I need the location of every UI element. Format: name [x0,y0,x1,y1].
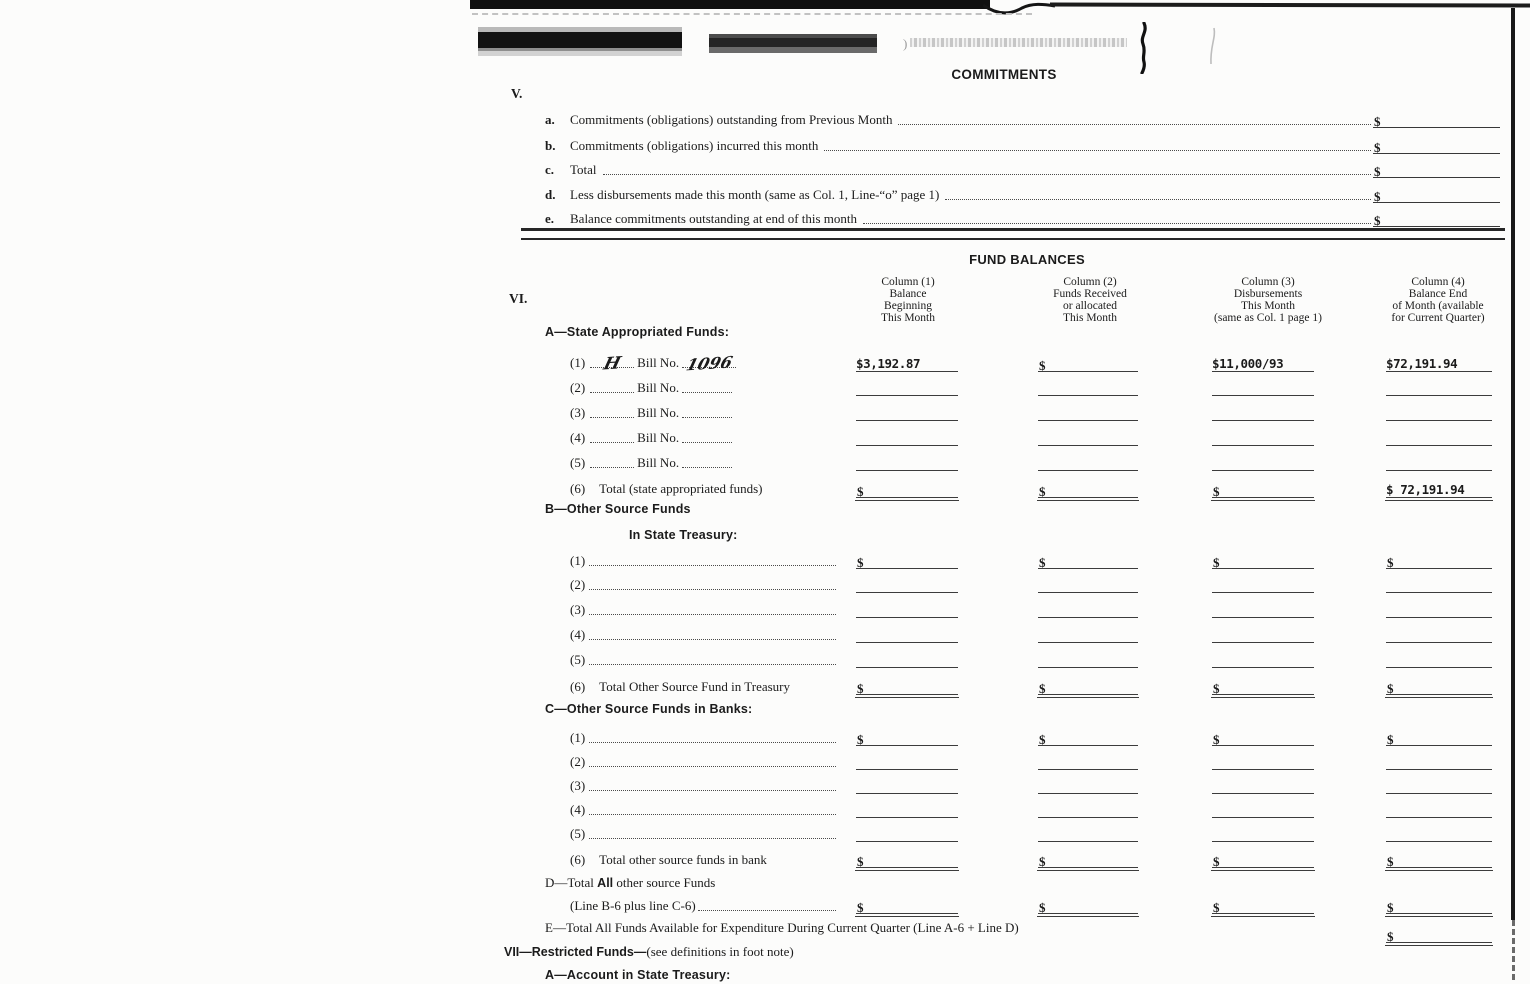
page-edge-line [1511,8,1515,920]
section-b-heading: B—Other Source Funds [545,502,691,516]
redaction-bar-1 [478,27,682,56]
commitment-row-d [545,186,1500,203]
amount-field [1212,355,1314,372]
bill-prefix-blank [590,377,634,393]
fund-balances-title: FUND BALANCES [969,252,1085,267]
col3-line4: (same as Col. 1 page 1) [1214,312,1322,324]
scan-smudge-text [903,36,1127,50]
bill-prefix-blank [590,352,634,375]
col3-line3: This Month [1241,300,1295,312]
amount-blank [1386,825,1492,842]
total-amount-field [856,678,958,695]
total-amount-field [1038,678,1138,695]
amount-blank [1038,454,1138,471]
amount-blank [856,753,958,770]
amount-blank [1386,601,1492,618]
scan-top-bar [470,0,990,9]
fund-row-b5 [570,651,838,668]
amount-blank [1212,777,1314,794]
fill-in-line [589,565,836,566]
fill-in-line [589,664,836,665]
amount-blank [1038,753,1138,770]
row-number: (5) [570,455,586,470]
row-number: (2) [570,380,586,395]
section-e-text: E—Total All Funds Available for Expenditure During Current Quarter (Line A-6 + Line D) [545,920,1019,935]
total-amount-field [1386,481,1492,498]
ink-mark [1134,22,1156,74]
col1-line2: Balance [889,288,927,300]
dollar-sign: $ [1213,854,1220,869]
dollar-sign: $ [1387,681,1394,696]
amount-blank [1038,651,1138,668]
item-letter: e. [545,211,555,226]
total-amount-field [1212,897,1314,914]
column-header-2 [1018,276,1162,324]
section-d-subline-row [570,897,838,914]
total-label: Total Other Source Fund in Treasury [599,679,790,694]
amount-field [1386,729,1492,746]
amount-blank [856,801,958,818]
dollar-sign: $ [1213,900,1220,915]
dollar-sign: $ [1039,854,1046,869]
fund-row-c2 [570,753,838,770]
typed-amount: $3,192.87 [856,356,921,371]
bill-number-blank [682,452,732,468]
total-row-b6 [570,678,790,695]
amount-field [1373,166,1500,178]
fund-row-c1 [570,729,838,746]
amount-blank [1212,454,1314,471]
total-amount-field [1386,926,1492,943]
bill-prefix-blank [590,452,634,468]
dotted-leader [898,124,1371,125]
item-text: Commitments (obligations) outstanding from Previous Month [570,112,893,127]
commitment-row-e [545,210,1500,227]
dollar-sign: $ [1039,900,1046,915]
fund-row-b4 [570,626,838,643]
amount-blank [856,429,958,446]
total-amount-field [856,851,958,868]
dotted-leader [945,199,1371,200]
bill-row-1 [570,352,739,375]
col3-line1: Column (3) [1241,276,1295,288]
section-divider-rule [521,228,1505,240]
amount-blank [1386,429,1492,446]
amount-blank [856,777,958,794]
item-letter: c. [545,162,555,177]
total-row-c6 [570,851,767,868]
col2-line4: This Month [1063,312,1117,324]
row-number: (2) [570,577,586,592]
row-number: (3) [570,602,586,617]
amount-blank [856,825,958,842]
section-vii-a-subheading: A—Account in State Treasury: [545,968,731,982]
dollar-sign: $ [1039,555,1046,570]
amount-blank [1038,825,1138,842]
dotted-leader [863,223,1371,224]
typed-amount: $ 72,191.94 [1386,482,1465,497]
total-amount-field [1386,851,1492,868]
dollar-sign: $ [1387,555,1394,570]
dollar-sign: $ [1039,358,1046,373]
bill-prefix-blank [590,402,634,418]
dollar-sign: $ [1387,929,1394,944]
amount-blank [1212,576,1314,593]
row-number: (6) [570,481,586,496]
dollar-sign: $ [1213,681,1220,696]
col4-line3: of Month (available [1392,300,1484,312]
amount-field [856,729,958,746]
fill-in-line [589,838,836,839]
total-amount-field [1386,678,1492,695]
amount-field [1038,552,1138,569]
amount-blank [856,651,958,668]
bill-row-3 [570,404,735,421]
row-number: (3) [570,778,586,793]
scan-top-fuzz [472,13,1032,15]
col1-line1: Column (1) [881,276,935,288]
section-vi-label: VI. [509,291,528,306]
total-amount-field [856,897,958,914]
amount-field [1386,552,1492,569]
amount-blank [1212,601,1314,618]
row-number: (6) [570,852,586,867]
dollar-sign: $ [1387,854,1394,869]
amount-field [1212,552,1314,569]
amount-blank [1212,379,1314,396]
handwritten-bill-prefix: H [601,353,623,375]
bill-prefix-blank [590,427,634,443]
col2-line3: or allocated [1063,300,1117,312]
vii-heading-bold: VII—Restricted Funds— [504,945,647,959]
dollar-sign: $ [1039,484,1046,499]
fill-in-line [589,790,836,791]
amount-blank [1386,651,1492,668]
column-header-3 [1183,276,1353,324]
bill-label: Bill No. [637,380,680,395]
amount-blank [1212,429,1314,446]
amount-blank [1212,801,1314,818]
commitment-row-b [545,137,1500,154]
smudge-streak [910,38,1127,47]
dollar-sign: $ [857,681,864,696]
amount-blank [1038,404,1138,421]
amount-field [1038,355,1138,372]
amount-blank [856,626,958,643]
amount-blank [1212,825,1314,842]
row-number: (5) [570,826,586,841]
col3-line2: Disbursements [1233,288,1303,300]
row-number: (1) [570,553,586,568]
scan-top-line [1050,2,1530,7]
bill-number-blank [682,352,736,375]
amount-field [856,355,958,372]
amount-blank [1212,404,1314,421]
page-edge-line-dashed [1512,920,1515,980]
commitment-row-a [545,111,1500,128]
fund-row-c3 [570,777,838,794]
dollar-sign: $ [1374,164,1381,179]
amount-blank [1386,777,1492,794]
bill-row-5 [570,454,735,471]
col4-line2: Balance End [1408,288,1468,300]
commitments-title: COMMITMENTS [951,67,1057,82]
row-number: (2) [570,754,586,769]
column-header-1 [846,276,970,324]
dollar-sign: $ [1213,484,1220,499]
item-text: Commitments (obligations) incurred this month [570,138,819,153]
row-number: (6) [570,679,586,694]
row-number: (4) [570,430,586,445]
amount-field [1373,116,1500,128]
col4-line1: Column (4) [1411,276,1465,288]
amount-blank [1386,379,1492,396]
dollar-sign: $ [1387,732,1394,747]
total-amount-field [1212,851,1314,868]
amount-blank [1038,429,1138,446]
d-subline: (Line B-6 plus line C-6) [570,898,696,913]
typed-amount: $72,191.94 [1386,356,1458,371]
redaction-bar-2 [709,34,877,53]
col4-line4: for Current Quarter) [1391,312,1485,324]
amount-field [1373,142,1500,154]
bill-row-4 [570,429,735,446]
total-amount-field [1212,678,1314,695]
total-amount-field [1386,897,1492,914]
amount-blank [856,379,958,396]
fund-row-b2 [570,576,838,593]
amount-field [1038,729,1138,746]
amount-blank [1386,576,1492,593]
dollar-sign: $ [1213,732,1220,747]
dollar-sign: $ [1374,140,1381,155]
dollar-sign: $ [1039,732,1046,747]
total-amount-field [856,481,958,498]
commitment-row-c [545,161,1500,178]
d-heading-suffix: other source Funds [613,875,716,890]
bill-number-blank [682,402,732,418]
total-amount-field [1038,897,1138,914]
amount-blank [1212,651,1314,668]
item-text: Balance commitments outstanding at end of this month [570,211,858,226]
fund-row-c4 [570,801,838,818]
fill-in-line [589,766,836,767]
row-number: (5) [570,652,586,667]
amount-blank [1038,576,1138,593]
bill-label: Bill No. [637,355,680,370]
row-number: (4) [570,627,586,642]
fill-in-line [589,589,836,590]
item-letter: a. [545,112,555,127]
total-amount-field [1212,481,1314,498]
fill-in-line [589,814,836,815]
amount-field [1373,215,1500,227]
typed-amount: $11,000/93 [1212,356,1284,371]
dollar-sign: $ [1374,114,1381,129]
amount-blank [1212,626,1314,643]
section-v-label: V. [511,86,523,101]
total-amount-field [1038,851,1138,868]
total-amount-field [1038,481,1138,498]
dollar-sign: $ [1387,900,1394,915]
row-number: (4) [570,802,586,817]
total-label: Total (state appropriated funds) [599,481,763,496]
total-row-a6 [570,480,763,497]
bill-number-blank [682,377,732,393]
dollar-sign: $ [857,555,864,570]
amount-field [856,552,958,569]
item-letter: b. [545,138,556,153]
dotted-leader [698,910,836,911]
fund-row-b1 [570,552,838,569]
fund-row-c5 [570,825,838,842]
amount-blank [1386,753,1492,770]
item-letter: d. [545,187,556,202]
amount-blank [1386,801,1492,818]
amount-blank [1038,777,1138,794]
dollar-sign: $ [857,854,864,869]
amount-blank [856,404,958,421]
dollar-sign: $ [857,484,864,499]
amount-blank [1038,801,1138,818]
vii-heading-note: (see definitions in foot note) [646,944,794,959]
amount-blank [856,601,958,618]
bill-number-blank [682,427,732,443]
fill-in-line [589,742,836,743]
bill-row-2 [570,379,735,396]
section-c-heading: C—Other Source Funds in Banks: [545,702,753,716]
col1-line3: Beginning [884,300,932,312]
faint-ink-mark [1205,26,1219,66]
dollar-sign: $ [857,900,864,915]
row-number: (1) [570,730,586,745]
total-label: Total other source funds in bank [599,852,767,867]
fill-in-line [589,639,836,640]
amount-blank [1212,753,1314,770]
amount-blank [1038,601,1138,618]
amount-field [1386,355,1492,372]
amount-blank [856,454,958,471]
amount-field [1373,191,1500,203]
section-vii-heading [504,944,794,960]
amount-blank [1386,626,1492,643]
section-d-heading [545,875,715,891]
bill-label: Bill No. [637,405,680,420]
amount-blank [1386,454,1492,471]
col1-line4: This Month [881,312,935,324]
bill-label: Bill No. [637,455,680,470]
amount-blank [1386,404,1492,421]
section-a-heading: A—State Appropriated Funds: [545,325,730,339]
fill-in-line [589,614,836,615]
column-header-4 [1352,276,1524,324]
dollar-sign: $ [1039,681,1046,696]
section-b-subheading: In State Treasury: [629,528,738,542]
bill-label: Bill No. [637,430,680,445]
item-text: Total [570,162,597,177]
d-heading-prefix: D—Total [545,875,598,890]
smudge-paren: ) [903,36,908,51]
dotted-leader [603,174,1371,175]
dollar-sign: $ [857,732,864,747]
dollar-sign: $ [1213,555,1220,570]
row-number: (1) [570,355,586,370]
col2-line2: Funds Received [1053,288,1127,300]
dollar-sign: $ [1374,189,1381,204]
d-heading-bold: All [597,876,614,890]
fund-row-b3 [570,601,838,618]
col2-line1: Column (2) [1063,276,1117,288]
dollar-sign: $ [1374,213,1381,228]
amount-blank [856,576,958,593]
handwritten-bill-number: 1096 [684,352,735,375]
amount-blank [1038,379,1138,396]
amount-blank [1038,626,1138,643]
dotted-leader [824,150,1371,151]
row-number: (3) [570,405,586,420]
item-text: Less disbursements made this month (same as Col. 1, Line-“o” page 1) [570,187,940,202]
amount-field [1212,729,1314,746]
